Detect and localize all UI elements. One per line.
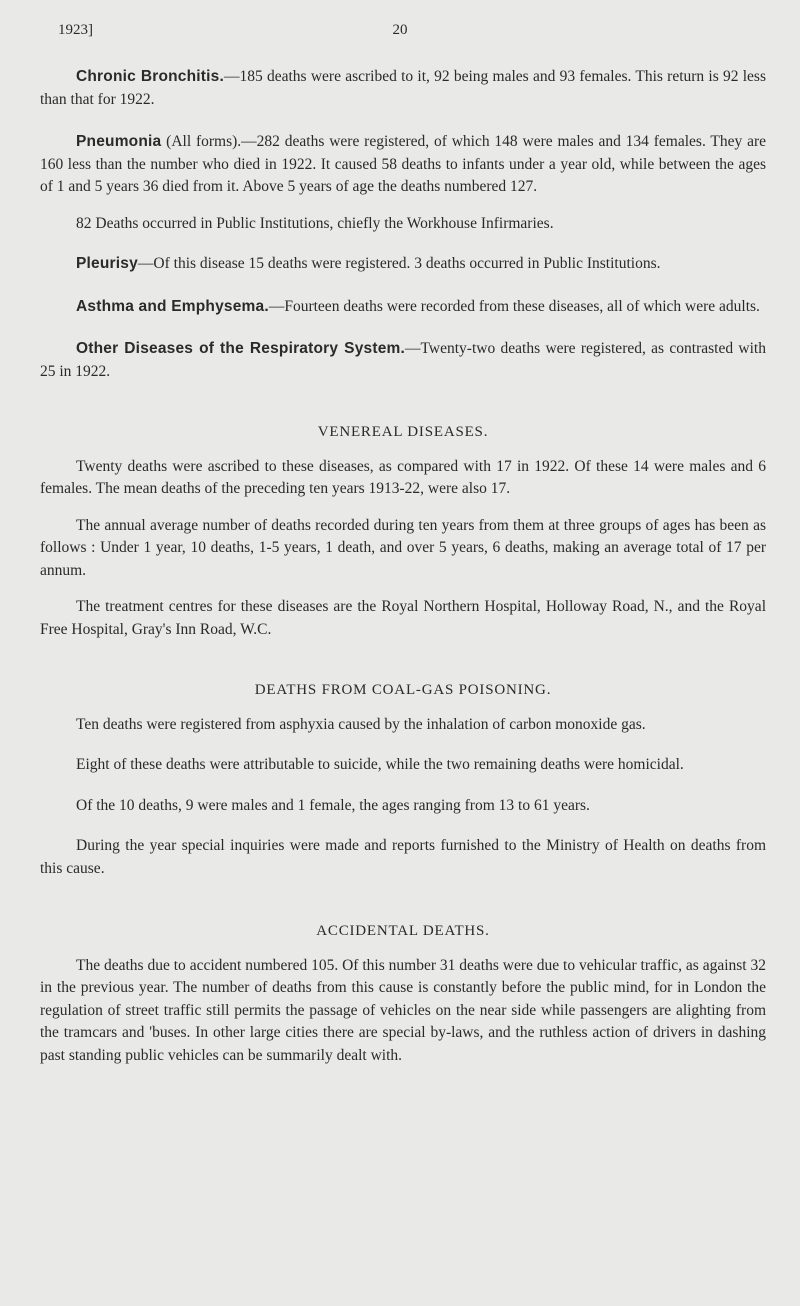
chronic-bronchitis-heading: Chronic Bronchitis. (76, 68, 224, 85)
other-respiratory-heading: Other Diseases of the Respiratory System. (76, 340, 406, 357)
accidental-deaths-title: ACCIDENTAL DEATHS. (316, 923, 490, 939)
venereal-paragraph-3: The treatment centres for these diseases are the Royal Northern Hospital, Holloway Road, N., and the Royal Free Hospital, Gray's Inn Road, W.C. (40, 598, 766, 638)
pleurisy-heading: Pleurisy (76, 255, 138, 272)
asthma-text: —Fourteen deaths were recorded from these diseases, all of which were adults. (268, 297, 760, 315)
coal-gas-paragraph-3: Of the 10 deaths, 9 were males and 1 female, the ages ranging from 13 to 61 years. (76, 796, 590, 814)
coal-gas-paragraph-2: Eight of these deaths were attributable to suicide, while the two remaining deaths were homicidal. (76, 756, 684, 773)
other-respiratory-text: —Twenty-two deaths were registered, as contrasted with 25 in 1922. (40, 340, 766, 380)
coal-gas-title: DEATHS FROM COAL-GAS POISONING. (254, 682, 552, 698)
venereal-paragraph-1: Twenty deaths were ascribed to these diseases, as compared with 17 in 1922. Of these 14 were males and 6 females. The mean deaths of the preceding ten years 1913-22, were also 17. (40, 457, 766, 497)
venereal-diseases-title: VENEREAL DISEASES. (317, 424, 489, 440)
pleurisy-text: —Of this disease 15 deaths were registered. 3 deaths occurred in Public Institutions. (137, 255, 661, 272)
pneumonia-paragraph (40, 131, 766, 199)
venereal-paragraph-2: The annual average number of deaths recorded during ten years from them at three groups of ages has been as follows : Under 1 year, 10 deaths, 1-5 years, 1 death, and over 5 years, 6 deaths, making an average total of 17 per annum. (40, 516, 766, 579)
coal-gas-paragraph-4: During the year special inquiries were made and reports furnished to the Ministry of Health on deaths from this cause. (40, 837, 766, 877)
asthma-heading: Asthma and Emphysema. (76, 297, 269, 315)
page-number: 20 (392, 22, 408, 38)
pneumonia-heading: Pneumonia (76, 133, 162, 150)
asthma-paragraph (40, 296, 766, 319)
page-content (40, 66, 766, 1067)
pneumonia-text: (All forms).—282 deaths were registered, of which 148 were males and 134 females. They are 160 less than the number who died in 1922. It caused 58 deaths to infants under a year old, while between the ages of 1 and 5 years 36 died from it. Above 5 years of age the deaths numbered 127. (40, 133, 766, 195)
chronic-bronchitis-text: —185 deaths were ascribed to it, 92 being males and 93 females. This return is 92 less than that for 1922. (40, 68, 767, 108)
coal-gas-paragraph-1: Ten deaths were registered from asphyxia caused by the inhalation of carbon monoxide gas. (76, 715, 646, 733)
report-year: 1923] (58, 22, 93, 38)
chronic-bronchitis-paragraph (40, 66, 766, 111)
other-respiratory-paragraph (40, 338, 766, 383)
pleurisy-paragraph (40, 253, 766, 276)
accidental-paragraph-1: The deaths due to accident numbered 105. Of this number 31 deaths were due to vehicular traffic, as against 32 in the previous year. The number of deaths from this cause is constantly before the public mind, for in London the regulation of street traffic still permits the passage of vehicles on the near side while passengers are alighting from the tramcars and 'buses. In other large cities there are special by-laws, and the ruthless action of drivers in dashing past standing public vehicles can be summarily dealt with. (40, 956, 766, 1064)
institutions-paragraph: 82 Deaths occurred in Public Institutions, chiefly the Workhouse Infirmaries. (76, 214, 554, 232)
